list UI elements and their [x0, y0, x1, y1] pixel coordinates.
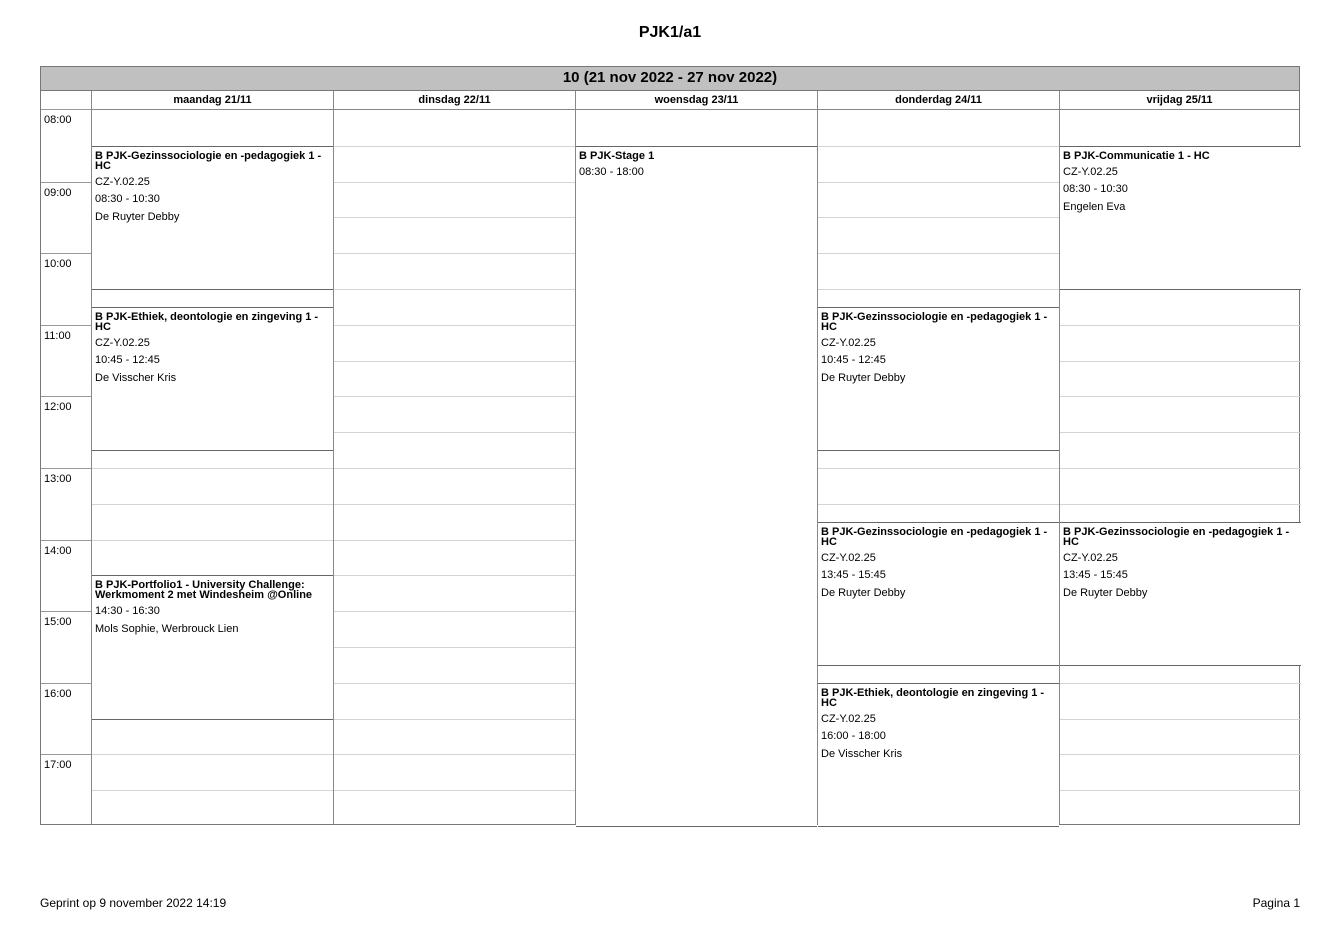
- slot-line: [1060, 468, 1301, 469]
- slot-line: [818, 253, 1059, 254]
- event-title: B PJK-Portfolio1 - University Challenge: Werkmoment 2 met Windesheim @Online: [95, 579, 313, 602]
- slot-line: [818, 146, 1059, 147]
- event-teacher: Engelen Eva: [1063, 200, 1126, 213]
- time-label: 11:00: [41, 325, 91, 397]
- slot-line: [818, 182, 1059, 183]
- event-time: 16:00 - 18:00: [821, 730, 886, 743]
- slot-line: [92, 504, 333, 505]
- slot-line: [334, 289, 575, 290]
- event-time: 14:30 - 16:30: [95, 605, 160, 618]
- event-room: CZ-Y.02.25: [95, 175, 150, 188]
- event-block[interactable]: [1060, 522, 1301, 666]
- event-block[interactable]: [576, 146, 817, 827]
- slot-line: [92, 790, 333, 791]
- slot-line: [92, 754, 333, 755]
- day-header: maandag 21/11: [91, 91, 333, 110]
- event-time: 08:30 - 10:30: [95, 193, 160, 206]
- slot-line: [92, 468, 333, 469]
- slot-line: [1060, 683, 1301, 684]
- event-teacher: De Visscher Kris: [821, 747, 903, 760]
- page-title: PJK1/a1: [638, 24, 702, 41]
- event-title: B PJK-Gezinssociologie en -pedagogiek 1 - HC: [95, 149, 322, 172]
- slot-line: [334, 146, 575, 147]
- event-time: 13:45 - 15:45: [821, 569, 886, 582]
- page-number: Pagina 1: [1252, 896, 1300, 910]
- event-block[interactable]: [92, 146, 333, 290]
- slot-line: [334, 432, 575, 433]
- slot-line: [334, 647, 575, 648]
- slot-line: [334, 611, 575, 612]
- time-label: 16:00: [41, 683, 91, 755]
- event-block[interactable]: [92, 307, 333, 451]
- event-time: 13:45 - 15:45: [1063, 569, 1128, 582]
- slot-line: [334, 540, 575, 541]
- time-label: 15:00: [41, 611, 91, 683]
- slot-line: [1060, 719, 1301, 720]
- event-title: B PJK-Ethiek, deontologie en zingeving 1 - HC: [821, 686, 1045, 709]
- slot-line: [92, 540, 333, 541]
- slot-line: [334, 182, 575, 183]
- event-teacher: De Ruyter Debby: [1063, 586, 1148, 599]
- event-teacher: De Visscher Kris: [95, 371, 177, 384]
- time-label: 12:00: [41, 396, 91, 468]
- slot-line: [334, 468, 575, 469]
- event-room: CZ-Y.02.25: [1063, 551, 1118, 564]
- slot-line: [334, 396, 575, 397]
- day-header: dinsdag 22/11: [333, 91, 575, 110]
- event-title: B PJK-Stage 1: [579, 149, 655, 162]
- slot-line: [1060, 432, 1301, 433]
- time-label: 17:00: [41, 754, 91, 826]
- slot-line: [818, 289, 1059, 290]
- slot-line: [1060, 361, 1301, 362]
- slot-line: [334, 217, 575, 218]
- time-label: 10:00: [41, 253, 91, 325]
- event-room: CZ-Y.02.25: [821, 712, 876, 725]
- slot-line: [1060, 790, 1301, 791]
- slot-line: [1060, 504, 1301, 505]
- event-teacher: De Ruyter Debby: [821, 586, 906, 599]
- slot-line: [334, 575, 575, 576]
- slot-line: [334, 253, 575, 254]
- event-room: CZ-Y.02.25: [821, 551, 876, 564]
- event-title: B PJK-Gezinssociologie en -pedagogiek 1 - HC: [1063, 525, 1290, 548]
- slot-line: [334, 719, 575, 720]
- event-time: 10:45 - 12:45: [821, 354, 886, 367]
- slot-line: [334, 504, 575, 505]
- timetable: [40, 66, 1300, 825]
- slot-line: [1060, 396, 1301, 397]
- slot-line: [1060, 325, 1301, 326]
- time-label: 08:00: [41, 109, 91, 181]
- event-room: CZ-Y.02.25: [1063, 165, 1118, 178]
- time-label: 13:00: [41, 468, 91, 540]
- slot-line: [334, 361, 575, 362]
- slot-line: [334, 754, 575, 755]
- event-block[interactable]: [92, 575, 333, 719]
- event-room: CZ-Y.02.25: [821, 336, 876, 349]
- event-title: B PJK-Communicatie 1 - HC: [1063, 149, 1210, 162]
- event-teacher: Mols Sophie, Werbrouck Lien: [95, 622, 239, 635]
- slot-line: [818, 468, 1059, 469]
- time-label: 09:00: [41, 182, 91, 254]
- event-title: B PJK-Gezinssociologie en -pedagogiek 1 - HC: [821, 525, 1048, 548]
- slot-line: [334, 325, 575, 326]
- event-time: 08:30 - 18:00: [579, 165, 644, 178]
- event-block[interactable]: [1060, 146, 1301, 290]
- event-block[interactable]: [818, 522, 1059, 666]
- slot-line: [334, 790, 575, 791]
- day-header: woensdag 23/11: [575, 91, 817, 110]
- event-title: B PJK-Ethiek, deontologie en zingeving 1 - HC: [95, 310, 319, 333]
- day-header: vrijdag 25/11: [1059, 91, 1299, 110]
- event-teacher: De Ruyter Debby: [95, 210, 180, 223]
- event-room: CZ-Y.02.25: [95, 336, 150, 349]
- day-column: [333, 110, 575, 824]
- event-block[interactable]: [818, 307, 1059, 451]
- event-title: B PJK-Gezinssociologie en -pedagogiek 1 - HC: [821, 310, 1048, 333]
- slot-line: [1060, 754, 1301, 755]
- slot-line: [818, 217, 1059, 218]
- day-header: donderdag 24/11: [817, 91, 1059, 110]
- slot-line: [818, 504, 1059, 505]
- event-teacher: De Ruyter Debby: [821, 371, 906, 384]
- time-label: 14:00: [41, 540, 91, 612]
- event-block[interactable]: [818, 683, 1059, 827]
- printed-date: Geprint op 9 november 2022 14:19: [40, 896, 227, 910]
- week-header: 10 (21 nov 2022 - 27 nov 2022): [41, 67, 1299, 91]
- event-time: 10:45 - 12:45: [95, 354, 160, 367]
- slot-line: [334, 683, 575, 684]
- event-time: 08:30 - 10:30: [1063, 183, 1128, 196]
